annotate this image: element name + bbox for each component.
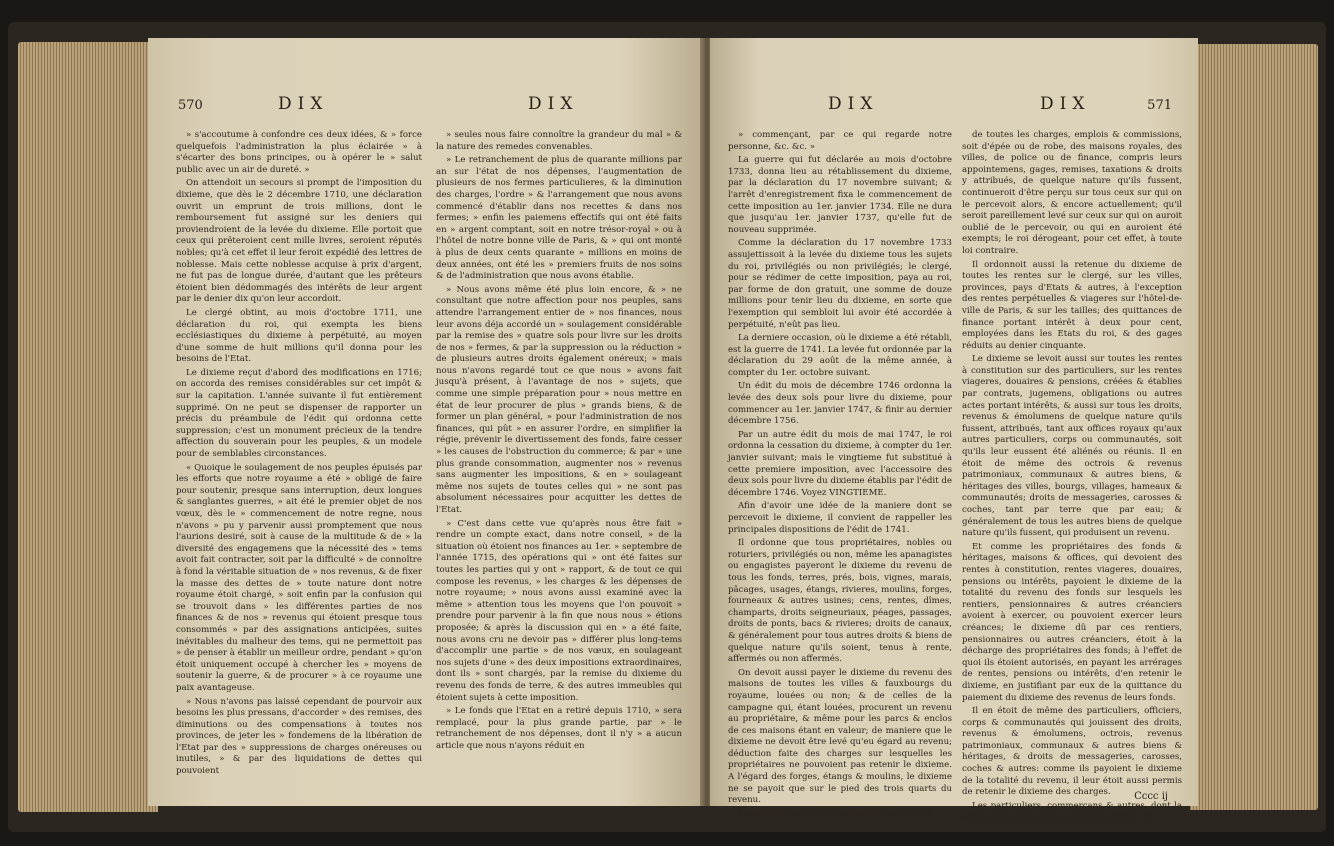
left-page (148, 38, 704, 806)
paragraph: La guerre qui fut déclarée au mois d'octobre 1733, donna lieu au rétablissement du dixieme, par la déclaration du 17 novembre suivant; & l'arrêt d'enregistrement fixa le commencement de cette imposition au 1er. janvier 1734. Elle ne dura que jusqu'au 1er. janvier 1737, qu'elle fut de nouveau supprimée. (728, 155, 952, 235)
signature-mark: Cccc ij (1134, 791, 1168, 802)
paragraph: On devoit aussi payer le dixieme du revenu des maisons de toutes les villes & fauxbourgs du royaume, louées ou non; & de celles de la campagne qui, étant louées, procurent un revenu au propriétaire, & même pour les parcs & enclos de ces maisons étant en valeur; de maniere que le dixieme ne devoit être levé qu'eu égard au revenu; déduction faite des charges sur lesquelles les propriétaires ne pouvoient pas retenir le dixieme. A l'égard des forges, étangs & moulins, le dixieme ne se payoit que sur le pied des trois quarts du revenu. (728, 667, 952, 806)
paragraph: Le clergé obtint, au mois d'octobre 1711, une déclaration du roi, qui exempta les biens ecclésiastiques du dixieme à perpétuité, au moyen d'une somme de huit millions qu'il donna pour les besoins de l'Etat. (176, 307, 422, 365)
left-running-head-2: DIX (528, 94, 579, 114)
paragraph: « Quoique le soulagement de nos peuples épuisés par les efforts que notre royaume a été » obligé de faire pour soutenir, presque sans interruption, deux longues & sanglantes guerres, » ait été le premier objet de nos vœux, dès le » commencement de notre regne, nous n'avons » pu y parvenir aussi promptement que nous l'aurions desiré, soit à cause de la multitude & de » la diversité des engagemens que la nécessité des » tems avoit fait contracter, soit par la difficulté » de connoître à fond la véritable situation de » nos revenus, & de fixer la masse des dettes de » toute nature dont notre royaume étoit chargé, » soit enfin par la confusion qui se trouvoit dans » les différentes parties de nos finances & de nos » revenus qui étoient presque tous consommés » par des assignations anticipées, suites inévitables du malheur des tems, qui ne permettoit pas » de penser à établir un meilleur ordre, pendant » qu'on étoit uniquement occupé à chercher les » moyens de soutenir la guerre, & de procurer » à ce royaume une paix avantageuse. (176, 462, 422, 693)
paragraph: » commençant, par ce qui regarde notre personne, &c. &c. » (728, 130, 952, 152)
paragraph: On attendoit un secours si prompt de l'imposition du dixieme, que dès le 2 décembre 1710, une déclaration ouvrit un emprunt de trois millions, dont le remboursement fut assigné sur les deniers qui proviendroient de la levée du dixieme. Elle portoit que ceux qui prêteroient cent mille livres, seroient réputés nobles; qu'à cet effet il leur feroit expédié des lettres de noblesse. Mais cette noblesse acquise à prix d'argent, ne fut pas de longue durée, d'autant que les prêteurs étoient bien dédommagés des intérêts de leur argent par le denier dix qu'on leur accordoit. (176, 178, 422, 305)
paragraph: Par un autre édit du mois de mai 1747, le roi ordonna la cessation du dixieme, à compter du 1er. janvier suivant; mais le vingtieme fut substitué à cette premiere imposition, avec l'accessoire des deux sols pour livre du dixieme établis par l'édit de décembre 1746. Voyez VINGTIEME. (728, 429, 952, 498)
left-column-1 (176, 130, 422, 780)
paragraph: L'édit portoit aussi que le dixieme du revenu (738, 808, 934, 819)
right-page-edges (1190, 44, 1318, 810)
open-book (8, 22, 1326, 832)
left-running-head-1: DIX (278, 94, 329, 114)
right-running-head-1: DIX (828, 94, 879, 114)
right-running-head-2: DIX (1040, 94, 1091, 114)
paragraph: La derniere occasion, où le dixieme a été rétabli, est la guerre de 1741. La levée fut ordonnée par la déclaration du 29 août de la même année, à compter du 1er. octobre suivant. (728, 333, 952, 378)
paragraph: » C'est dans cette vue qu'après nous être fait » rendre un compte exact, dans notre conseil, » de la situation où étoient nos finances au 1er. » septembre de l'année 1715, des opérations qui » ont été faites sur toutes les parties qui y ont » rapport, & de tout ce qui compose les revenus, » les charges & les dépenses de notre royaume; » nous avons aussi examiné avec la même » attention tous les moyens que l'on pouvoit » prendre pour parvenir à la fin que nous nous » étions proposée; & après la discussion qui en » a été faite, nous avons cru ne devoir pas » différer plus long-tems d'accomplir une partie » de nos vœux, en soulageant nos sujets d'une » des deux impositions extraordinaires, dont ils » sont chargés, par la remise du dixieme du revenu des fonds de terre, & des autres immeubles qui étoient sujets à cette imposition. (436, 518, 682, 703)
paragraph: Il en étoit de même des particuliers, officiers, corps & communautés qui jouissent des droits, revenus & émolumens, octrois, revenus patrimoniaux, communaux & autres biens & héritages, & droits de messageries, carosses, coches & autres: comme ils payoient le dixieme de la totalité du revenu, il leur étoit aussi permis de retenir le dixieme des charges. (962, 706, 1182, 798)
paragraph: » Le retranchement de plus de quarante millions par an sur l'état de nos dépenses, l'augmentation de plusieurs de nos fermes particulieres, & la diminution des charges, l'ordre » & l'arrangement que nous avons commencé d'établir dans nos recettes & dans nos fermes; » enfin les paiemens effectifs qui ont été faits en » argent comptant, soit en notre trésor-royal » ou à l'hôtel de notre bonne ville de Paris, & » qui ont monté à plus de deux cents quarante » millions en moins de deux années, ont été les » premiers fruits de nos soins & de l'administration que nous avons établie. (436, 155, 682, 282)
paragraph: Un édit du mois de décembre 1746 ordonna la levée des deux sols pour livre du dixieme, pour commencer au 1er. janvier 1747, & finir au dernier décembre 1756. (728, 381, 952, 427)
paragraph: Le dixieme reçut d'abord des modifications en 1716; on accorda des remises considérables sur cet impôt & sur la capitation. L'année suivante il fut entièrement supprimé. On ne peut se dispenser de rapporter un précis du préambule de l'édit qui ordonna cette suppression; c'est un monument précieux de la tendre affection du souverain pour les peuples, & un modele pour de semblables circonstances. (176, 367, 422, 460)
paragraph: de toutes les charges, emplois & commissions, soit d'épée ou de robe, des maisons royales, des villes, de police ou de finance, compris leurs appointemens, gages, remises, taxations & droits y attribués, de quelque nature qu'ils fussent, continueroit d'être perçu sur tous ceux sur qui on le percevoit alors, & encore actuellement; qu'il seroit pareillement levé sur ceux sur qui on auroit oublié de le percevoir, ou qui en auroient été exempts; le roi dérogeant, pour cet effet, à toute loi contraire. (962, 130, 1182, 256)
paragraph: » Le fonds que l'Etat en a retiré depuis 1710, » sera remplacé, pour la plus grande partie, par » le retranchement de nos dépenses, dont il n'y » a aucun article que nous n'ayons réduit en (436, 706, 682, 751)
left-page-number: 570 (178, 98, 203, 113)
paragraph: » Nous n'avons pas laissé cependant de pourvoir aux besoins les plus pressans, d'accorder » des remises, des diminutions ou des compensations à toutes nos provinces, de jeter les » fondemens de la libération de l'Etat par des » suppressions de charges onéreuses ou inutiles, » & par des liquidations de dettes qui pouvoient (176, 696, 422, 777)
paragraph: Et comme les propriétaires des fonds & héritages, maisons & offices, qui devoient des rentes à constitution, rentes viageres, douaires, pensions ou intérêts, payoient le dixieme de la totalité du revenu des fonds sur lesquels les rentiers, pensionnaires & autres créanciers avoient à exercer, ou pouvoient exercer leurs créances; le dixieme dû par ces rentiers, pensionnaires ou autres créanciers, étoit à la décharge des propriétaires des fonds; à l'effet de quoi ils étoient autorisés, en payant les arrérages de rentes, pensions ou intérêts, d'en retenir le dixieme, en justifiant par eux de la quittance du paiement du dixieme des revenus de leurs fonds. (962, 541, 1182, 703)
paragraph: Afin d'avoir une idée de la maniere dont se percevoit le dixieme, il convient de rappeller les principales dispositions de l'édit de 1741. (728, 501, 952, 535)
paragraph: Les particuliers, commerçans & autres, dont la profession est de faire valoir leur argent, de- (962, 800, 1182, 823)
paragraph: » Nous avons même été plus loin encore, & » ne consultant que notre affection pour nos peuples, sans attendre l'arrangement entier de » nos finances, nous leur avons déja accordé un » soulagement considérable par la remise des » quatre sols pour livre sur les droits de nos » fermes, & par la suppression ou la réduction » de plusieurs autres droits également onéreux; » mais nous n'avons regardé tout ce que nous » avons fait jusqu'à présent, à l'avantage de nos » sujets, que comme une simple préparation pour » nous mettre en état de leur procurer de plus » grands biens, & de former un plan général, » pour l'administration de nos finances, qui pût » en assurer l'ordre, en simplifier la régie, prévenir le divertissement des fonds, faire cesser » les causes de l'obstruction du commerce; & par » une plus grande consommation, augmenter nos » revenus sans augmenter les impositions, & en » soulageant même nos sujets de toutes celles qui » ne sont pas absolument nécessaires pour acquitter les dettes de l'Etat. (436, 284, 682, 515)
right-page-number: 571 (1147, 98, 1172, 113)
left-page-edges (18, 42, 158, 812)
right-column-1 (728, 130, 952, 822)
left-column-2 (436, 130, 682, 754)
paragraph: Comme la déclaration du 17 novembre 1733 assujettissoit à la levée du dixieme tous les sujets du roi, privilégiés ou non privilégiés; le clergé, pour se rédimer de cette imposition, paya au roi, par forme de don gratuit, une somme de douze millions pour tenir lieu du dixieme, en sorte que l'exemption qui sembloit lui avoir été accordée à perpétuité, n'eût pas lieu. (728, 238, 952, 330)
paragraph: Le dixieme se levoit aussi sur toutes les rentes à constitution sur des particuliers, sur les rentes viageres, douaires & pensions, créées & établies par contrats, jugemens, obligations ou autres actes portant intérêts, & aussi sur tous les droits, revenus & émolumens de quelque nature qu'ils fussent, attribués, tant aux offices royaux qu'aux autres particuliers, corps ou communautés, soit qu'ils leur eussent été aliénés ou réunis. Il en étoit de même des octrois & revenus patrimoniaux, communaux & autres biens, & héritages des villes, bourgs, villages, hameaux & communautés; droits de messageries, carosses & coches, tant par terre que par eau; & généralement de tous les autres biens de quelque nature qu'ils fussent, qui produisent un revenu. (962, 354, 1182, 539)
paragraph: Il ordonne que tous propriétaires, nobles ou roturiers, privilégiés ou non, même les apanagistes ou engagistes payeront le dixieme du revenu de tous les fonds, terres, prés, bois, vignes, marais, pâcages, usages, étangs, rivieres, moulins, forges, fourneaux & autres usines; cens, rentes, dîmes, champarts, droits seigneuriaux, péages, passages, droits de ponts, bacs & rivieres; droits de canaux, & généralement pour tous autres droits & biens de quelque nature qu'ils soient, tenus à rente, affermés ou non affermés. (728, 538, 952, 665)
paragraph: » seules nous faire connoître la grandeur du mal » & la nature des remedes convenables. (436, 130, 682, 152)
paragraph: Il ordonnoit aussi la retenue du dixieme de toutes les rentes sur le clergé, sur les villes, provinces, pays d'Etats & autres, à l'exception des rentes perpétuelles & viageres sur l'hôtel-de-ville de Paris, & sur les tailles; des quittances de finance portant intérêt à deux pour cent, employées dans les Etats du roi, & des gages réduits au denier cinquante. (962, 259, 1182, 351)
right-page (710, 38, 1198, 823)
right-column-2 (962, 130, 1182, 826)
paragraph: » s'accoutume à confondre ces deux idées, & » force quelquefois l'administration la plus éclairée » à s'écarter des bons principes, ou à opérer le » salut public avec un air de dureté. » (176, 130, 422, 175)
